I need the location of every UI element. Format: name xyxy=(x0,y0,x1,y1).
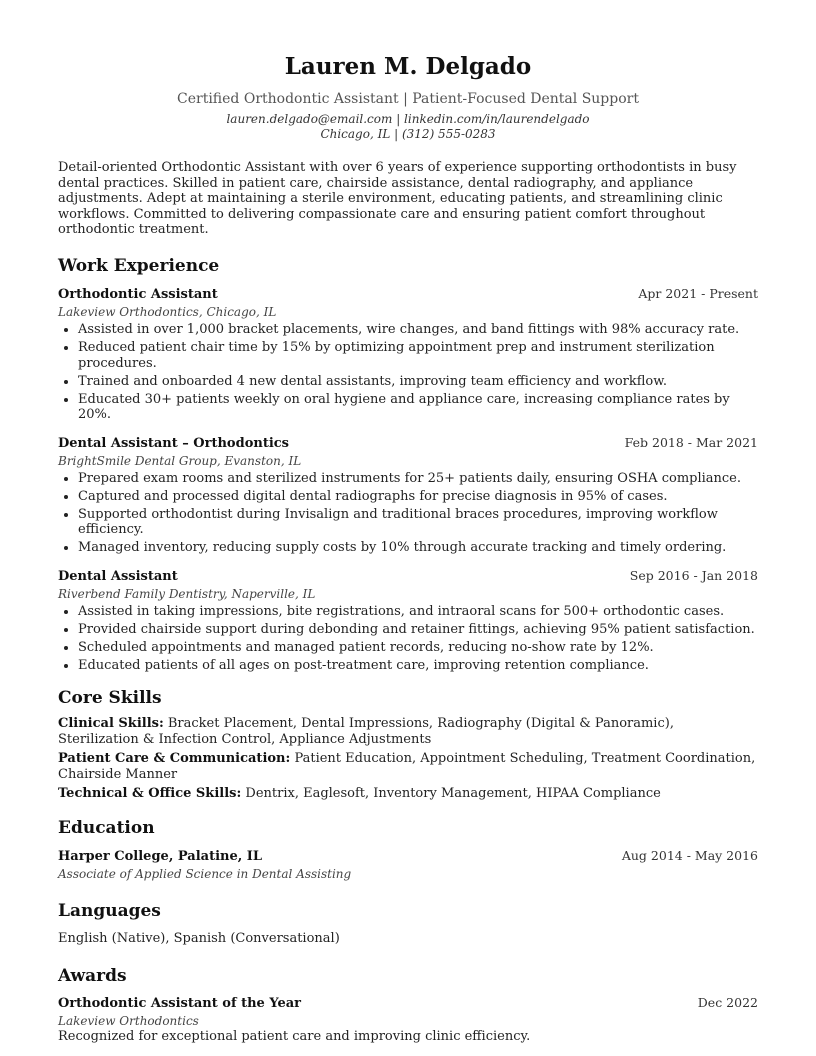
bullet-item: • Educated patients of all ages on post-treatment care, improving retention compliance. xyxy=(78,658,758,674)
school-name: Harper College, Palatine, IL xyxy=(58,849,263,865)
bullet-item: • Supported orthodontist during Invisalign and traditional braces procedures, improving workflow efficiency. xyxy=(78,507,758,538)
job-date: Apr 2021 - Present xyxy=(638,285,758,301)
skill-label: Technical & Office Skills: xyxy=(58,786,242,802)
work-experience-section xyxy=(58,255,758,673)
resume-header xyxy=(58,0,758,142)
bullet-item: • Provided chairside support during debonding and retainer fittings, achieving 95% patient satisfaction. xyxy=(78,622,758,638)
job-title: Orthodontic Assistant xyxy=(58,286,218,302)
award-description: Recognized for exceptional patient care and improving clinic efficiency. xyxy=(58,1029,531,1045)
job-organization: BrightSmile Dental Group, Evanston, IL xyxy=(58,453,302,468)
skill-label: Clinical Skills: xyxy=(58,716,164,732)
job-title: Dental Assistant – Orthodontics xyxy=(58,435,289,451)
skill-values: Bracket Placement, Dental Impressions, Radiography (Digital & Panoramic), Sterilization & Infection Control, Appliance Adjustments xyxy=(58,716,674,747)
job-entry xyxy=(58,568,758,674)
job-title: Dental Assistant xyxy=(58,568,178,584)
bullet-item: • Prepared exam rooms and sterilized instruments for 25+ patients daily, ensuring OSHA compliance. xyxy=(78,471,758,487)
awards-section xyxy=(58,965,758,1045)
job-bullets xyxy=(58,322,758,423)
bullet-item: • Managed inventory, reducing supply costs by 10% through accurate tracking and timely ordering. xyxy=(78,540,758,556)
contact-info xyxy=(58,112,758,142)
award-date: Dec 2022 xyxy=(697,995,758,1011)
skill-row-patient-care xyxy=(58,751,758,782)
core-skills-section xyxy=(58,687,758,801)
job-organization: Lakeview Orthodontics, Chicago, IL xyxy=(58,304,277,319)
section-heading-education: Education xyxy=(58,818,155,839)
bullet-item: • Assisted in taking impressions, bite registrations, and intraoral scans for 500+ orthodontic cases. xyxy=(78,604,758,620)
contact-email-linkedin: lauren.delgado@email.com | linkedin.com/in/laurendelgado xyxy=(226,112,590,126)
job-entry xyxy=(58,435,758,556)
job-entry xyxy=(58,286,758,423)
languages-list: English (Native), Spanish (Conversational) xyxy=(58,931,340,947)
contact-location-phone: Chicago, IL | (312) 555-0283 xyxy=(320,127,496,141)
section-heading-languages: Languages xyxy=(58,901,161,922)
section-heading-work-experience: Work Experience xyxy=(58,255,220,276)
award-title: Orthodontic Assistant of the Year xyxy=(58,996,302,1012)
skill-row-clinical xyxy=(58,716,758,747)
award-organization: Lakeview Orthodontics xyxy=(58,1014,199,1029)
bullet-item: • Assisted in over 1,000 bracket placements, wire changes, and band fittings with 98% accuracy rate. xyxy=(78,322,758,338)
candidate-name: Lauren M. Delgado xyxy=(284,53,532,80)
bullet-item: • Captured and processed digital dental radiographs for precise diagnosis in 95% of cases. xyxy=(78,489,758,505)
job-bullets xyxy=(58,471,758,556)
education-section xyxy=(58,817,758,882)
skill-values: Dentrix, Eaglesoft, Inventory Management, HIPAA Compliance xyxy=(241,786,661,802)
bullet-item: • Reduced patient chair time by 15% by optimizing appointment prep and instrument sterilization procedures. xyxy=(78,340,758,371)
job-date: Sep 2016 - Jan 2018 xyxy=(629,567,758,583)
section-heading-core-skills: Core Skills xyxy=(58,688,162,709)
candidate-tagline: Certified Orthodontic Assistant | Patient-Focused Dental Support xyxy=(177,91,639,107)
degree-name: Associate of Applied Science in Dental Assisting xyxy=(58,867,352,882)
bullet-item: • Scheduled appointments and managed patient records, reducing no-show rate by 12%. xyxy=(78,640,758,656)
job-bullets xyxy=(58,604,758,674)
job-date: Feb 2018 - Mar 2021 xyxy=(624,434,758,450)
skill-values: Patient Education, Appointment Scheduling, Treatment Coordination, Chairside Manner xyxy=(58,751,756,782)
languages-section xyxy=(58,900,758,947)
skill-label: Patient Care & Communication: xyxy=(58,751,291,767)
bullet-item: • Educated 30+ patients weekly on oral hygiene and appliance care, increasing compliance rates by 20%. xyxy=(78,392,758,423)
professional-summary: Detail-oriented Orthodontic Assistant with over 6 years of experience supporting orthodontists in busy dental practices. Skilled in patient care, chairside assistance, dental radiography, and appliance adjustments. Adept at maintaining a sterile environment, educating patients, and streamlining clinic workflows. Committed to delivering compassionate care and ensuring patient comfort throughout orthodontic treatment. xyxy=(58,160,737,238)
skill-row-technical xyxy=(58,786,758,801)
job-organization: Riverbend Family Dentistry, Naperville, IL xyxy=(58,586,316,601)
bullet-item: • Trained and onboarded 4 new dental assistants, improving team efficiency and workflow. xyxy=(78,374,758,390)
section-heading-awards: Awards xyxy=(58,966,127,987)
education-date: Aug 2014 - May 2016 xyxy=(621,848,758,864)
